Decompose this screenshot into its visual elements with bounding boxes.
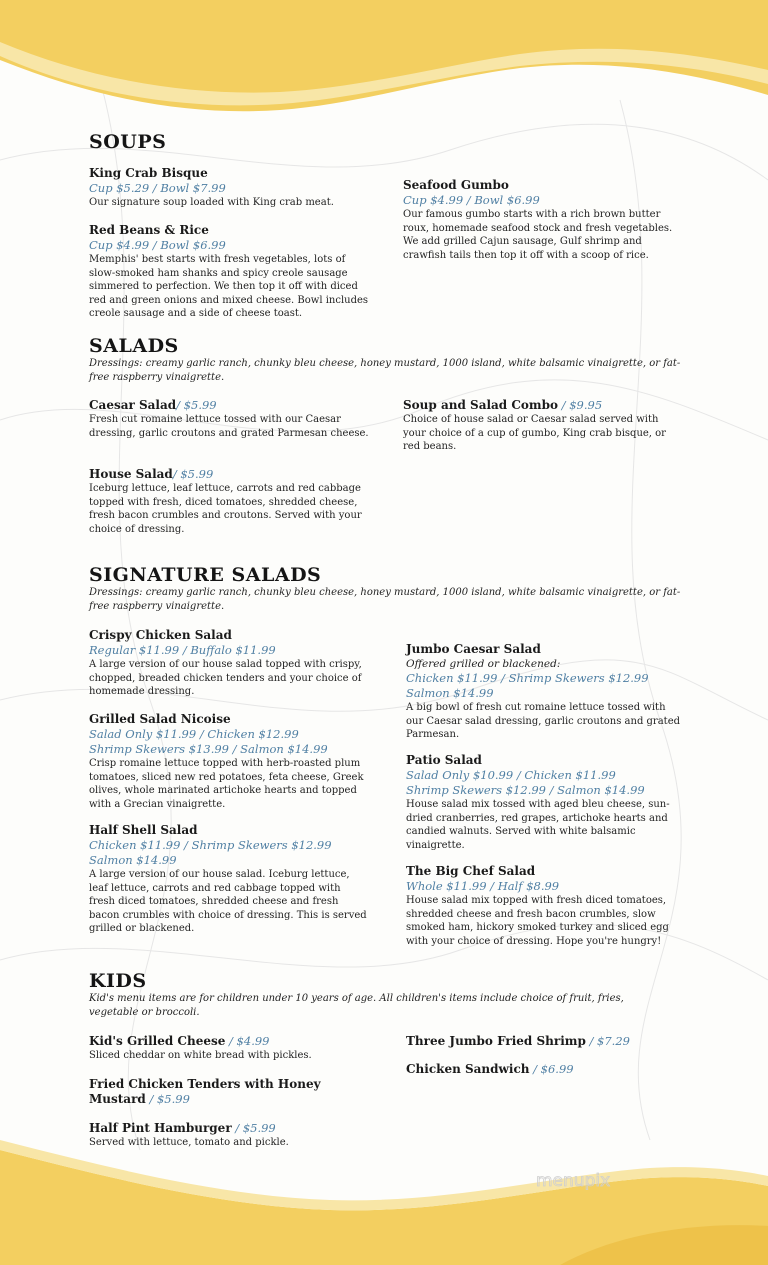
item-name: Fried Chicken Tenders with Honey Mustard (89, 1077, 321, 1106)
item-name: Grilled Salad Nicoise (89, 712, 231, 726)
item-price: / $5.99 (172, 467, 214, 481)
item-price: Cup $5.29 / Bowl $7.99 (89, 181, 226, 195)
menu-item-kids-grilled-cheese (89, 1034, 369, 1063)
item-name: Three Jumbo Fried Shrimp (406, 1034, 586, 1048)
item-description: Our signature soup loaded with King crab meat. (89, 197, 334, 208)
item-price: Whole $11.99 / Half $8.99 (406, 879, 560, 893)
signature-dressings-note: Dressings: creamy garlic ranch, chunky bleu cheese, honey mustard, 1000 island, white balsamic vinaigrette, or fat-free raspberry vinaigrette. (89, 587, 681, 612)
watermark-text: menupix (536, 1171, 611, 1191)
item-price: / $9.95 (558, 398, 603, 412)
item-price: / $6.99 (529, 1062, 574, 1076)
item-name: Red Beans & Rice (89, 223, 209, 237)
item-description: Served with lettuce, tomato and pickle. (89, 1137, 289, 1148)
item-price-line-1: Chicken $11.99 / Shrimp Skewers $12.99 (406, 671, 649, 685)
item-name-with-price (89, 467, 369, 482)
salads-dressings-note: Dressings: creamy garlic ranch, chunky bleu cheese, honey mustard, 1000 island, white balsamic vinaigrette, or fat-free raspberry vinaigrette. (89, 358, 681, 383)
item-description: Iceburg lettuce, leaf lettuce, carrots and red cabbage topped with fresh, diced tomatoes, shredded cheese, fresh bacon crumbles and croutons. Served with your choice of dressing. (89, 483, 362, 535)
item-price: / $5.99 (145, 1092, 190, 1106)
item-description: Memphis' best starts with fresh vegetables, lots of slow-smoked ham shanks and spicy creole sausage simmered to perfection. We then top it off with diced red and green onions and mixed cheese. Bowl includes creole sausage and a side of cheese toast. (89, 254, 369, 320)
item-price-line-2: Shrimp Skewers $13.99 / Salmon $14.99 (89, 742, 328, 756)
item-name: Kid's Grilled Cheese (89, 1034, 226, 1048)
menu-item-crispy-chicken-salad (89, 628, 369, 699)
menu-item-big-chef-salad (406, 864, 681, 948)
item-price-line-1: Salad Only $10.99 / Chicken $11.99 (406, 768, 616, 782)
item-description: A large version of our house salad. Iceburg lettuce, leaf lettuce, carrots and red cabbage topped with fresh diced tomatoes, shredded cheese and fresh bacon crumbles with choice of dressing. This is served grilled or blackened. (89, 869, 367, 935)
item-name: Chicken Sandwich (406, 1062, 530, 1076)
menu-item-half-shell-salad (89, 823, 369, 936)
item-description: A big bowl of fresh cut romaine lettuce tossed with our Caesar salad dressing, garlic croutons and grated Parmesan. (406, 702, 681, 741)
item-name: King Crab Bisque (89, 166, 208, 180)
menu-item-house-salad (89, 467, 369, 536)
item-price: / $5.99 (176, 398, 217, 412)
item-price: Cup $4.99 / Bowl $6.99 (89, 238, 226, 252)
item-name: Seafood Gumbo (403, 178, 509, 192)
menu-item-king-crab-bisque (89, 166, 369, 210)
menu-item-red-beans-rice (89, 223, 369, 321)
item-name-with-price (89, 1121, 369, 1136)
item-price-line-2: Shrimp Skewers $12.99 / Salmon $14.99 (406, 783, 645, 797)
item-name-with-price (89, 1034, 369, 1049)
menu-item-chicken-sandwich (406, 1062, 686, 1077)
item-name: Half Shell Salad (89, 823, 198, 837)
item-price: / $5.99 (231, 1121, 276, 1135)
item-name: The Big Chef Salad (406, 864, 536, 878)
item-description: Our famous gumbo starts with a rich brown butter roux, homemade seafood stock and fresh vegetables. We add grilled Cajun sausage, Gulf shrimp and crawfish tails then top it off with a scoop of rice. (403, 209, 673, 261)
item-name-with-price (406, 1062, 686, 1077)
item-description: House salad mix topped with fresh diced tomatoes, shredded cheese and fresh bacon crumbles, slow smoked ham, hickory smoked turkey and sliced egg with your choice of dressing. Hope you're hungry! (406, 895, 669, 947)
item-description: House salad mix tossed with aged bleu cheese, sun-dried cranberries, red grapes, artichoke hearts and candied walnuts. Served with white balsamic vinaigrette. (406, 799, 670, 851)
item-price: / $4.99 (225, 1034, 270, 1048)
menu-item-caesar-salad (89, 398, 369, 440)
menu-item-seafood-gumbo (403, 178, 678, 262)
item-price-line-1: Chicken $11.99 / Shrimp Skewers $12.99 (89, 838, 332, 852)
menu-item-three-jumbo-fried-shrimp (406, 1034, 686, 1049)
section-title-kids: KIDS (89, 970, 147, 992)
item-name: Caesar Salad (89, 398, 177, 412)
item-description: A large version of our house salad topped with crispy, chopped, breaded chicken tenders and your choice of homemade dressing. (89, 659, 362, 698)
item-name: Patio Salad (406, 753, 482, 767)
item-description: Fresh cut romaine lettuce tossed with our Caesar dressing, garlic croutons and grated Parmesan cheese. (89, 414, 369, 439)
item-name-with-price (403, 398, 678, 413)
menu-item-patio-salad (406, 753, 681, 852)
item-name-with-price (406, 1034, 686, 1049)
item-name: House Salad (89, 467, 173, 481)
menu-item-half-pint-hamburger (89, 1121, 369, 1150)
item-price-line-1: Salad Only $11.99 / Chicken $12.99 (89, 727, 299, 741)
item-description: Sliced cheddar on white bread with pickles. (89, 1050, 312, 1061)
item-name: Half Pint Hamburger (89, 1121, 232, 1135)
item-subtitle: Offered grilled or blackened: (406, 658, 561, 670)
item-description: Choice of house salad or Caesar salad served with your choice of a cup of gumbo, King crab bisque, or red beans. (403, 414, 666, 453)
item-name-with-price (89, 1077, 339, 1107)
item-description: Crisp romaine lettuce topped with herb-roasted plum tomatoes, sliced new red potatoes, feta cheese, Greek olives, whole marinated artichoke hearts and topped with a Grecian vinaigrette. (89, 758, 364, 810)
item-name: Crispy Chicken Salad (89, 628, 232, 642)
kids-note: Kid's menu items are for children under 10 years of age. All children's items include choice of fruit, fries, vegetable or broccoli. (89, 993, 624, 1018)
item-price-line-2: Salmon $14.99 (89, 853, 177, 867)
item-name: Jumbo Caesar Salad (406, 642, 541, 656)
menu-item-jumbo-caesar-salad (406, 642, 681, 742)
item-name: Soup and Salad Combo (403, 398, 559, 412)
menu-item-soup-salad-combo (403, 398, 678, 454)
item-price: Regular $11.99 / Buffalo $11.99 (89, 643, 276, 657)
section-title-salads: SALADS (89, 335, 179, 357)
menu-item-fried-chicken-tenders (89, 1077, 339, 1107)
item-name-with-price (89, 398, 369, 413)
menu-item-grilled-salad-nicoise (89, 712, 369, 811)
item-price-line-2: Salmon $14.99 (406, 686, 494, 700)
section-title-soups: SOUPS (89, 131, 167, 153)
item-price: Cup $4.99 / Bowl $6.99 (403, 193, 540, 207)
section-title-signature-salads: SIGNATURE SALADS (89, 564, 322, 586)
item-price: / $7.29 (585, 1034, 630, 1048)
